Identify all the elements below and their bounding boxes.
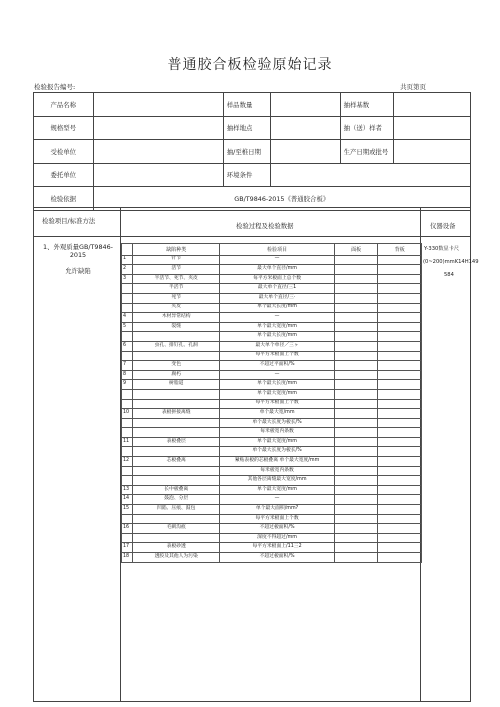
back-value-cell[interactable] [378,418,422,428]
back-value-cell[interactable] [378,274,422,284]
defect-name: 鼓泡、分层 [133,495,220,505]
defect-row [122,332,422,342]
back-value-cell[interactable] [378,370,422,380]
face-value-cell[interactable] [334,370,378,380]
defect-name [133,466,220,476]
page-title: 普通胶合板检验原始记录 [167,57,333,73]
defect-name: 树脂道 [133,380,220,390]
defect-item: 单个最大长度/mm [220,332,335,342]
back-value-cell[interactable] [378,495,422,505]
face-value-cell[interactable] [334,533,378,543]
defect-no: 17 [122,543,133,553]
defect-item: 其他各层离缝最大宽度/mm [220,476,335,486]
mfg-date-label: 生产日期或批号 [340,140,394,164]
defect-item: 单个最大面积/mm? [220,505,335,515]
back-value-cell[interactable] [378,351,422,361]
defect-item: 单个最大宽度/mm [220,389,335,399]
instrument-line3: 584 [444,272,454,278]
back-value-cell[interactable] [378,380,422,390]
back-value-cell[interactable] [378,322,422,332]
back-value-cell[interactable] [378,389,422,399]
back-value-cell[interactable] [378,437,422,447]
defect-item: 单个最大长度为板长/% [220,418,335,428]
back-value-cell[interactable] [378,409,422,419]
defect-name: 透胶及其他人为污染 [133,553,220,563]
defect-row [122,495,422,505]
back-value-cell[interactable] [378,313,422,323]
defect-no: 9 [122,380,133,390]
face-value-cell[interactable] [334,457,378,467]
entrust-unit-label: 委托单位 [34,163,94,187]
defect-row [122,341,422,351]
defect-no [122,447,133,457]
defect-name: 表板砂透 [133,543,220,553]
defect-row [122,389,422,399]
defect-item: — [220,255,335,265]
face-value-cell[interactable] [334,341,378,351]
defect-item: 单个最大宽度/mm [220,322,335,332]
defect-item: 单个最大宽度/mm [220,485,335,495]
defect-item: — [220,313,335,323]
face-value-cell[interactable] [334,332,378,342]
col-back: 背板 [378,244,422,256]
face-value-cell[interactable] [334,409,378,419]
defect-no: 12 [122,457,133,467]
back-value-cell[interactable] [378,457,422,467]
main-table [33,207,479,702]
defect-name: 长中板叠离 [133,485,220,495]
defect-row [122,476,422,486]
face-value-cell[interactable] [334,361,378,371]
mfg-date-value[interactable] [394,140,471,164]
defect-no: 11 [122,437,133,447]
back-value-cell[interactable] [378,505,422,515]
face-value-cell[interactable] [334,284,378,294]
defect-item: 最大单个单径／三ヶ [220,341,335,351]
defect-row [122,293,422,303]
defect-row [122,485,422,495]
defect-no [122,466,133,476]
back-value-cell[interactable] [378,447,422,457]
defect-no [122,351,133,361]
defect-item: 最大单个直径/三1 [220,284,335,294]
defect-name: 凹陷、压痕、鼓包 [133,505,220,515]
defect-name: 木材异常结构 [133,313,220,323]
back-value-cell[interactable] [378,303,422,313]
defect-item: 单个最大宽度/mm [220,437,335,447]
defect-item: 不超过平面积/% [220,361,335,371]
face-value-cell[interactable] [334,447,378,457]
defect-name: 表板拼接离缝 [133,409,220,419]
face-value-cell[interactable] [334,485,378,495]
product-name-value[interactable] [93,93,223,117]
defect-row [122,399,422,409]
defect-item: 不超过板面积/% [220,524,335,534]
defect-row [122,284,422,294]
face-value-cell[interactable] [334,265,378,275]
report-no-label: 检验报告编号: [34,83,76,91]
env-value[interactable] [271,163,471,187]
spec-value[interactable] [93,116,223,140]
defect-no [122,514,133,524]
defect-row [122,380,422,390]
sampler-label: 抽（送）样者 [340,116,394,140]
defect-row [122,514,422,524]
back-value-cell[interactable] [378,293,422,303]
face-value-cell[interactable] [334,428,378,438]
sample-base-label: 抽样基数 [340,93,394,117]
defect-name: 针节 [133,255,220,265]
defect-item: 每平方米板面上总个数 [220,274,335,284]
back-value-cell[interactable] [378,428,422,438]
face-value-cell[interactable] [334,322,378,332]
defect-name: 夹皮 [133,303,220,313]
back-value-cell[interactable] [378,332,422,342]
defect-no: 8 [122,370,133,380]
defect-row [122,466,422,476]
face-value-cell[interactable] [334,524,378,534]
defect-row [122,409,422,419]
process-header: 检验过程及检验数据 [236,222,294,230]
defect-name: 变色 [133,361,220,371]
defect-item: 单个最大长度为板长/% [220,447,335,457]
face-value-cell[interactable] [334,303,378,313]
defect-item: 单个最大长度/mm [220,303,335,313]
back-value-cell[interactable] [378,361,422,371]
back-value-cell[interactable] [378,485,422,495]
spec-label: 规格型号 [34,116,94,140]
defect-no [122,418,133,428]
defect-row [122,313,422,323]
defect-item: 每平方米板面上/11三2 [220,543,335,553]
defect-row [122,524,422,534]
env-label: 环境条件 [223,163,270,187]
defect-name [133,351,220,361]
defect-no: 13 [122,485,133,495]
defect-item: 每米板宽内条数 [220,428,335,438]
defect-row [122,457,422,467]
defect-item: 每平方米板面上个数 [220,399,335,409]
defect-item: 每平方米板面上个数 [220,514,335,524]
sample-date-label: 抽/至椎日期 [223,140,270,164]
instrument-header: 仪器设备 [430,222,456,230]
defect-no: 10 [122,409,133,419]
defect-no: 2 [122,265,133,275]
defect-no: 3 [122,274,133,284]
defect-no [122,332,133,342]
face-value-cell[interactable] [334,313,378,323]
face-value-cell[interactable] [334,255,378,265]
defect-no: 5 [122,322,133,332]
back-value-cell[interactable] [378,341,422,351]
defect-no [122,389,133,399]
face-value-cell[interactable] [334,389,378,399]
defect-no: 14 [122,495,133,505]
sample-date-value[interactable] [271,140,341,164]
back-value-cell[interactable] [378,524,422,534]
defect-row [122,351,422,361]
face-value-cell[interactable] [334,505,378,515]
defect-no [122,533,133,543]
item-std-header: 检验项目/标准方法 [42,217,96,225]
face-value-cell[interactable] [334,293,378,303]
face-value-cell[interactable] [334,476,378,486]
col-face: 面板 [334,244,378,256]
defect-row [122,322,422,332]
face-value-cell[interactable] [334,399,378,409]
item1-sub: 允许缺陷 [65,267,91,275]
defect-name: 活节 [133,265,220,275]
face-value-cell[interactable] [334,380,378,390]
face-value-cell[interactable] [334,514,378,524]
defect-item: — [220,370,335,380]
defect-item: 每平方米板面上个数 [220,351,335,361]
face-value-cell[interactable] [334,543,378,553]
defect-name: 毛刺沟痕 [133,524,220,534]
defect-no [122,284,133,294]
defect-name: 裂缝 [133,322,220,332]
defect-row [122,255,422,265]
defect-name [133,399,220,409]
defect-no [122,428,133,438]
defect-row [122,543,422,553]
defect-name [133,476,220,486]
defect-row [122,361,422,371]
defect-row [122,437,422,447]
defect-table [121,243,422,563]
defect-name [133,428,220,438]
sample-place-label: 抽样地点 [223,116,270,140]
defect-no: 1 [122,255,133,265]
defect-no: 6 [122,341,133,351]
defect-row [122,274,422,284]
inspected-unit-value[interactable] [93,140,223,164]
defect-item: 单个最大长度/mm [220,380,335,390]
defect-no [122,476,133,486]
defect-item: 最大单个直径/三· [220,293,335,303]
back-value-cell[interactable] [378,265,422,275]
sample-base-value[interactable] [394,93,471,117]
defect-item: 深度不得超过/mm [220,533,335,543]
defect-name: 半活节、死节、夹皮 [133,274,220,284]
back-value-cell[interactable] [378,466,422,476]
sampler-value[interactable] [394,116,471,140]
defect-name [133,514,220,524]
defect-name: 半活节 [133,284,220,294]
item1-label: 1、外观质量GB/T9846-2015 [43,243,113,260]
product-name-label: 产品名称 [34,93,94,117]
defect-no [122,399,133,409]
defect-item: — [220,495,335,505]
defect-row [122,303,422,313]
inspected-unit-label: 受检单位 [34,140,94,164]
face-value-cell[interactable] [334,274,378,284]
defect-row [122,418,422,428]
defect-name: 表板叠层 [133,437,220,447]
defect-name [133,332,220,342]
header-table [33,92,471,211]
defect-name: 芯板叠离 [133,457,220,467]
defect-no: 18 [122,553,133,563]
sample-qty-label: 样品数量 [223,93,270,117]
entrust-unit-value[interactable] [93,163,223,187]
back-value-cell[interactable] [378,476,422,486]
defect-row [122,265,422,275]
face-value-cell[interactable] [334,466,378,476]
defect-name [133,447,220,457]
page-label: 共页第页 [400,83,426,91]
defect-name [133,418,220,428]
defect-item: 紧贴表板的芯板叠离 单个最大宽度/mm [220,457,335,467]
defect-name: 虫孔、排钉孔、孔洞 [133,341,220,351]
defect-no: 16 [122,524,133,534]
defect-name: 死节 [133,293,220,303]
face-value-cell[interactable] [334,418,378,428]
basis-label: 检验依据 [34,187,94,211]
defect-row [122,533,422,543]
defect-row [122,553,422,563]
back-value-cell[interactable] [378,543,422,553]
defect-no: 4 [122,313,133,323]
sample-qty-value[interactable] [271,93,341,117]
defect-no [122,293,133,303]
defect-row [122,370,422,380]
defect-row [122,447,422,457]
basis-value: GB/T9846-2015《普通胶合板》 [93,187,471,211]
defect-name: 腐朽 [133,370,220,380]
col-inspect-item: 检验项目 [220,244,335,256]
face-value-cell[interactable] [334,351,378,361]
defect-no: 15 [122,505,133,515]
defect-item: 最大单个直径/mm [220,265,335,275]
defect-no: 7 [122,361,133,371]
back-value-cell[interactable] [378,399,422,409]
col-defect-name: 缺陷种类 [133,244,220,256]
defect-row [122,428,422,438]
back-value-cell[interactable] [378,284,422,294]
defect-name [133,533,220,543]
face-value-cell[interactable] [334,495,378,505]
sample-place-value[interactable] [271,116,341,140]
back-value-cell[interactable] [378,255,422,265]
defect-item: 单个最大宽/mm [220,409,335,419]
defect-no [122,303,133,313]
defect-item: 不超过板面积/% [220,553,335,563]
face-value-cell[interactable] [334,553,378,563]
face-value-cell[interactable] [334,437,378,447]
back-value-cell[interactable] [378,553,422,563]
instrument-line2: (0~200)mmK14H149 [423,259,479,265]
defect-row [122,505,422,515]
back-value-cell[interactable] [378,514,422,524]
instrument-line1: Y-330数显卡尺 [424,246,460,252]
back-value-cell[interactable] [378,533,422,543]
defect-name [133,389,220,399]
defect-item: 每米板宽内条数 [220,466,335,476]
